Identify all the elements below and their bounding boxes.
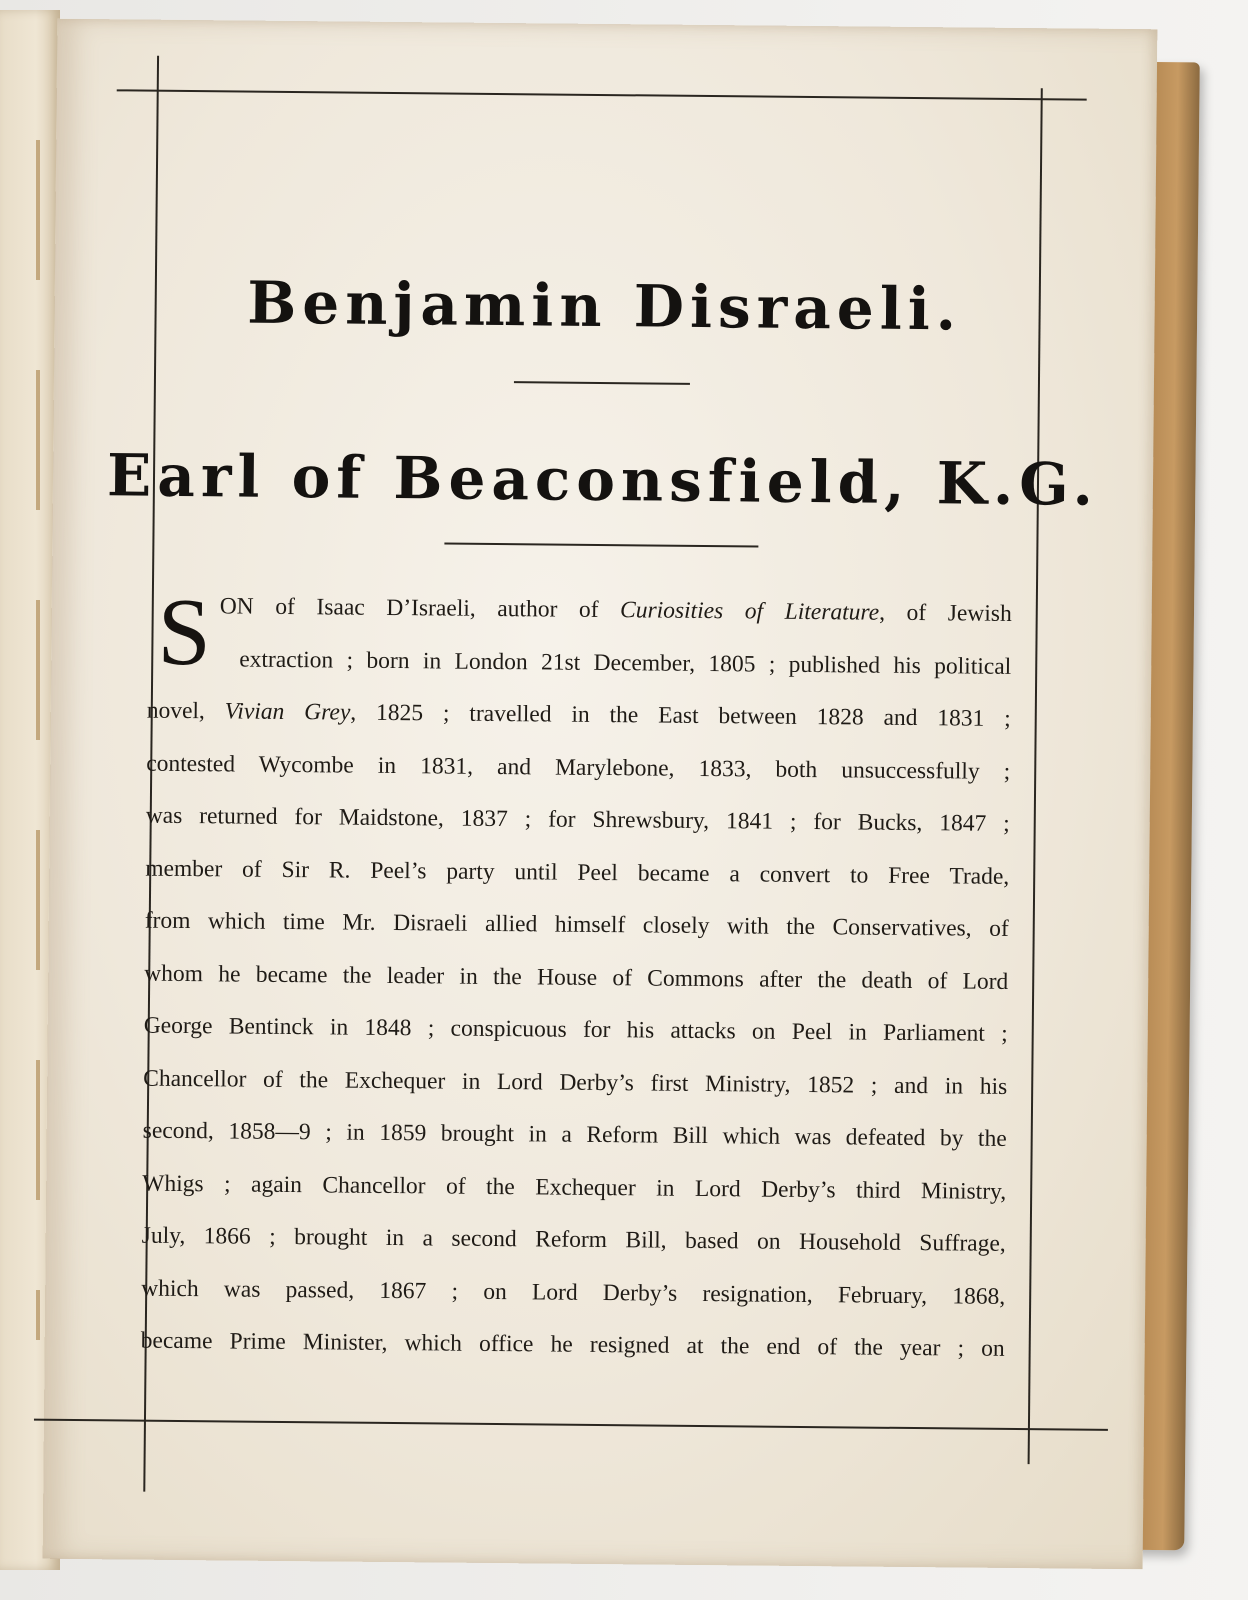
frame-bottom-rule	[34, 1419, 1108, 1431]
text-line: was returned for Maidstone, 1837 ; for Shrewsbury, 1841 ; for Bucks, 1847 ;	[145, 802, 1010, 837]
text-line: became Prime Minister, which office he resigned at the end of the year ; on	[140, 1327, 1005, 1362]
page-subtitle: Earl of Beaconsfield, K.G.	[106, 441, 1100, 519]
text-line: contested Wycombe in 1831, and Marylebone, 1833, both unsuccessfully ;	[146, 750, 1011, 785]
title-separator	[514, 381, 690, 385]
text-line: member of Sir R. Peel’s party until Peel became a convert to Free Trade,	[145, 855, 1010, 890]
text-line: from which time Mr. Disraeli allied himself closely with the Conservatives, of	[144, 907, 1009, 942]
frame-top-rule	[117, 89, 1087, 100]
text-line: second, 1858—9 ; in 1859 brought in a Reform Bill which was defeated by the	[142, 1117, 1007, 1152]
text-line: July, 1866 ; brought in a second Reform Bill, based on Household Suffrage,	[141, 1222, 1006, 1257]
subtitle-separator	[444, 542, 758, 547]
text-line: novel, Vivian Grey, 1825 ; travelled in the East between 1828 and 1831 ;	[146, 697, 1011, 732]
book-page	[43, 19, 1158, 1569]
biography-text	[140, 577, 1012, 1376]
text-line: extraction ; born in London 21st December, 1805 ; published his political	[239, 646, 1012, 680]
binding-thread	[36, 140, 40, 1340]
text-line: ON of Isaac D’Israeli, author of Curiosities of Literature, of Jewish	[219, 593, 1012, 627]
text-line: whom he became the leader in the House of Commons after the death of Lord	[144, 960, 1009, 995]
drop-cap: S	[157, 577, 212, 686]
page-title: Benjamin Disraeli.	[247, 268, 963, 344]
text-line: Whigs ; again Chancellor of the Exchequer in Lord Derby’s third Ministry,	[142, 1170, 1007, 1205]
text-line: which was passed, 1867 ; on Lord Derby’s resignation, February, 1868,	[141, 1275, 1006, 1310]
text-line: George Bentinck in 1848 ; conspicuous for his attacks on Peel in Parliament ;	[143, 1012, 1008, 1047]
text-line: Chancellor of the Exchequer in Lord Derby’s first Ministry, 1852 ; and in his	[143, 1065, 1008, 1100]
